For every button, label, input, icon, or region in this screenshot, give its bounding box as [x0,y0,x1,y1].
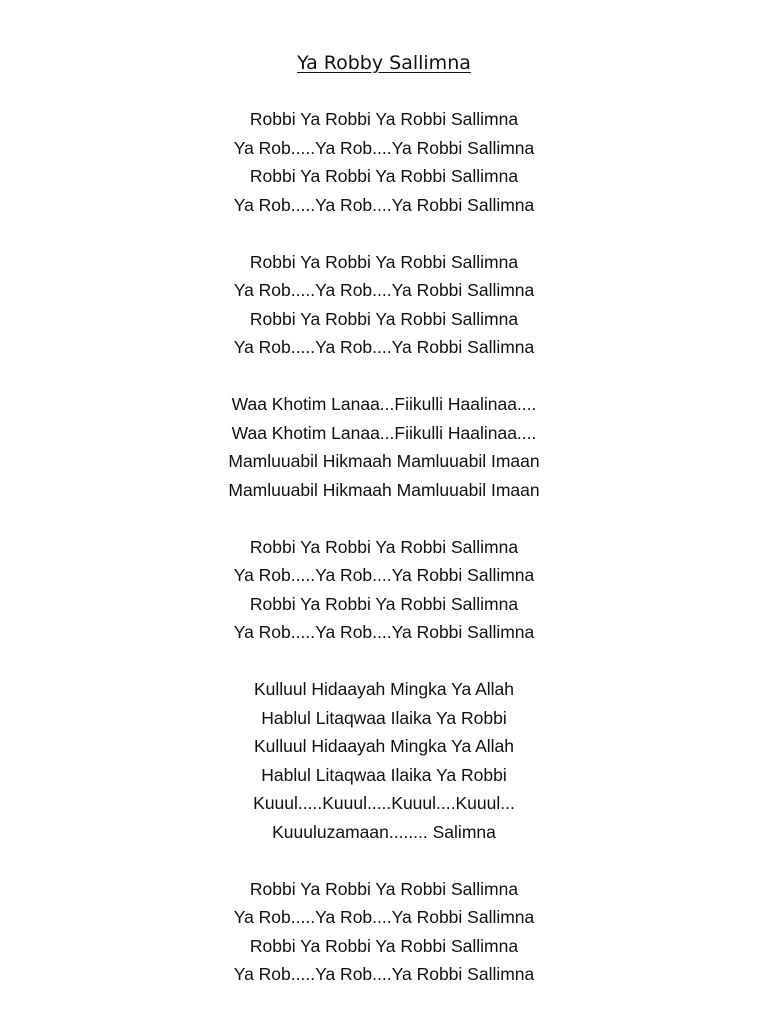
lyric-line: Ya Rob.....Ya Rob....Ya Robbi Sallimna [233,337,535,357]
lyric-line: Robbi Ya Robbi Ya Robbi Sallimna [249,878,519,899]
lyric-line: Robbi Ya Robbi Ya Robbi Sallimna [249,251,519,272]
lyric-line: Hablul Litaqwaa Ilaika Ya Robbi [261,764,507,785]
lyric-line: Robbi Ya Robbi Ya Robbi Sallimna [249,166,519,186]
lyric-line: Ya Rob.....Ya Rob....Ya Robbi Sallimna [233,565,535,585]
lyric-line: Robbi Ya Robbi Ya Robbi Sallimna [249,536,519,557]
lyric-line: Hablul Litaqwaa Ilaika Ya Robbi [261,707,507,728]
stanza-4 [0,533,768,647]
lyric-line: Mamluuabil Hikmaah Mamluuabil Imaan [228,451,540,471]
lyric-line: Robbi Ya Robbi Ya Robbi Sallimna [249,935,519,956]
lyric-line: Ya Rob.....Ya Rob....Ya Robbi Sallimna [233,137,535,158]
stanza-3 [0,390,768,504]
lyric-line: Robbi Ya Robbi Ya Robbi Sallimna [249,308,519,329]
stanza-5 [0,675,768,846]
lyric-line: Ya Rob.....Ya Rob....Ya Robbi Sallimna [233,907,535,927]
lyric-line: Kulluul Hidaayah Mingka Ya Allah [253,736,515,756]
page-title: Ya Robby Sallimna [297,52,471,74]
lyric-line: Ya Rob.....Ya Rob....Ya Robbi Sallimna [233,964,535,984]
stanza-2 [0,248,768,362]
lyrics-body [0,105,768,1017]
stanza-1 [0,105,768,219]
lyric-line: Waa Khotim Lanaa...Fiikulli Haalinaa.... [231,422,537,443]
lyric-line: Ya Rob.....Ya Rob....Ya Robbi Sallimna [233,280,535,300]
lyric-line: Robbi Ya Robbi Ya Robbi Sallimna [249,593,519,614]
lyric-line: Ya Rob.....Ya Rob....Ya Robbi Sallimna [233,194,535,215]
lyric-line: Kulluul Hidaayah Mingka Ya Allah [253,679,515,699]
lyric-line: Ya Rob.....Ya Rob....Ya Robbi Sallimna [233,622,535,642]
lyric-line: Mamluuabil Hikmaah Mamluuabil Imaan [228,479,540,500]
lyric-line: Kuuul.....Kuuul.....Kuuul....Kuuul... [253,793,515,813]
stanza-6 [0,875,768,989]
lyric-line: Robbi Ya Robbi Ya Robbi Sallimna [249,109,519,129]
lyric-line: Waa Khotim Lanaa...Fiikulli Haalinaa.... [231,394,537,414]
lyric-line: Kuuuluzamaan........ Salimna [272,821,496,842]
